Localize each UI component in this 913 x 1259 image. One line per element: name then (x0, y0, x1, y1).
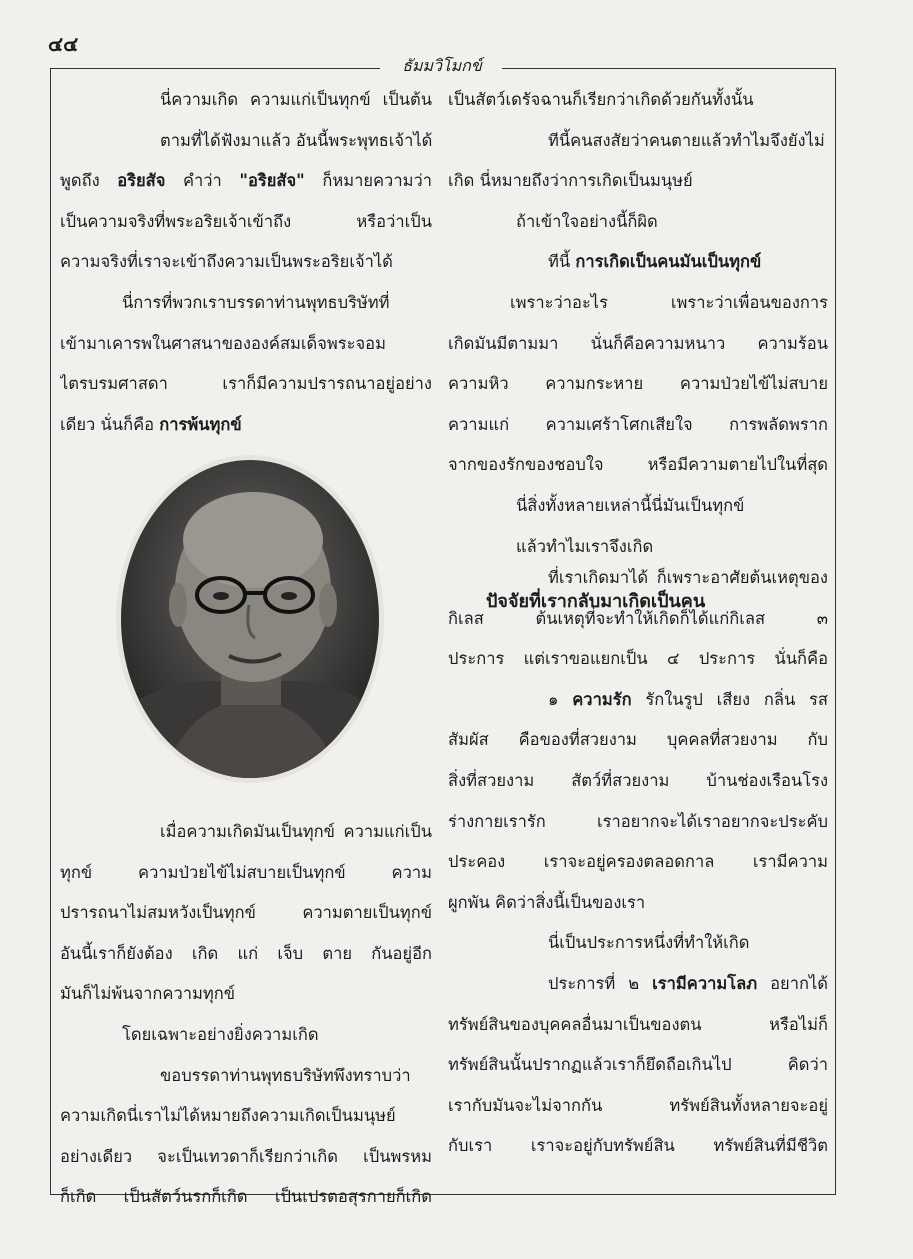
text-run: กับเรา เราจะอยู่กับทรัพย์สิน ทรัพย์สินที่มีชีวิต (448, 1136, 828, 1156)
text-line (448, 161, 828, 202)
text-line (448, 1126, 828, 1167)
text-run: ก็เกิด เป็นสัตว์นรกก็เกิด เป็นเปรตอสุรกายก็เกิด (60, 1187, 432, 1207)
text-run: ทรัพย์สินนั้นปรากฏแล้วเราก็ยึดถือเกินไป คิดว่า (448, 1055, 828, 1075)
text-run: นี่ความเกิด ความแก่เป็นทุกข์ เป็นต้น (160, 90, 432, 109)
text-run: ความหิว ความกระหาย ความป่วยไข้ไม่สบาย (448, 374, 828, 394)
bold-term: การพ้นทุกข์ (159, 414, 242, 434)
text-run: ประการที่ ๒ (548, 973, 653, 993)
text-line (60, 934, 432, 975)
text-run: เข้ามาเคารพในศาสนาขององค์สมเด็จพระจอม (60, 333, 386, 353)
text-line (60, 405, 432, 446)
text-line (448, 121, 828, 162)
text-line (60, 242, 432, 283)
text-line (448, 1045, 828, 1086)
text-line (60, 161, 432, 202)
text-line (60, 974, 432, 1015)
text-line (448, 923, 828, 964)
text-run: นี่สิ่งทั้งหลายเหล่านี้นี่มันเป็นทุกข์ (516, 495, 745, 515)
bold-term: ความรัก (572, 689, 632, 709)
text-run: ประการ แต่เราขอแยกเป็น ๔ ประการ นั่นก็คือ (448, 649, 828, 669)
text-run: ความแก่ ความเศร้าโศกเสียใจ การพลัดพราก (448, 414, 828, 434)
text-line (448, 80, 828, 121)
text-run: ผูกพัน คิดว่าสิ่งนี้เป็นของเรา (448, 892, 646, 912)
text-line (448, 445, 828, 486)
text-line (448, 964, 828, 1005)
text-line (448, 802, 828, 843)
text-run: ๑ (548, 689, 573, 709)
bold-term: เรามีความโลภ (652, 973, 758, 993)
text-line (448, 883, 828, 924)
text-line (60, 80, 432, 121)
text-run: อย่างเดียว จะเป็นเทวดาก็เรียกว่าเกิด เป็นพรหม (60, 1146, 432, 1166)
text-run: ทุกข์ ความป่วยไข้ไม่สบายเป็นทุกข์ ความ (60, 862, 432, 882)
text-line (448, 324, 828, 365)
text-run: เดียว นั่นก็คือ (60, 414, 160, 434)
left-column-bottom (60, 812, 432, 1218)
running-header: ธัมมวิโมกข์ (402, 56, 482, 75)
right-column-top (448, 80, 828, 567)
text-run: อันนี้เราก็ยังต้อง เกิด แก่ เจ็บ ตาย กันอยู่อีก (60, 943, 432, 963)
right-column-bottom (448, 558, 828, 1167)
text-run: มันก็ไม่พ้นจากความทุกข์ (60, 984, 235, 1004)
left-column-top (60, 80, 432, 445)
text-line (448, 842, 828, 883)
text-line (448, 242, 828, 283)
text-run: ร่างกายเรารัก เราอยากจะได้เราอยากจะประคับ (448, 811, 828, 831)
text-line (448, 1005, 828, 1046)
text-line (60, 283, 432, 324)
text-line (448, 202, 828, 243)
text-run: ก็หมายความว่า (304, 171, 432, 191)
text-line (448, 283, 828, 324)
text-line (60, 1015, 432, 1056)
text-line (60, 324, 432, 365)
text-run: สัมผัส คือของที่สวยงาม บุคคลที่สวยงาม กับ (448, 730, 828, 750)
text-run: เรากับมันจะไม่จากกัน ทรัพย์สินทั้งหลายจะอยู่ (448, 1095, 828, 1115)
text-run: เกิด นี่หมายถึงว่าการเกิดเป็นมนุษย์ (448, 171, 693, 191)
text-line (448, 639, 828, 680)
text-run: เมื่อความเกิดมันเป็นทุกข์ ความแก่เป็น (160, 822, 432, 841)
text-run: พูดถึง (60, 171, 118, 191)
text-line (448, 405, 828, 446)
text-run: ถ้าเข้าใจอย่างนี้ก็ผิด (516, 211, 658, 231)
text-line (448, 1086, 828, 1127)
text-run: ความเกิดนี่เราไม่ได้หมายถึงความเกิดเป็นมนุษย์ (60, 1106, 396, 1126)
text-run: ขอบรรดาท่านพุทธบริษัทพึงทราบว่า (160, 1065, 411, 1085)
text-run: นี่การที่พวกเราบรรดาท่านพุทธบริษัทที่ (122, 292, 390, 312)
text-run: นี่เป็นประการหนึ่งที่ทำให้เกิด (548, 933, 750, 953)
text-line (60, 1177, 432, 1218)
text-line (448, 558, 828, 599)
text-line (60, 1056, 432, 1097)
text-run: จากของรักของชอบใจ หรือมีความตายไปในที่สุด (448, 455, 828, 475)
text-run: เป็นความจริงที่พระอริยเจ้าเข้าถึง หรือว่าเป็น (60, 211, 432, 231)
bold-term: "อริยสัจ" (239, 171, 305, 191)
text-run: ทีนี้ (548, 252, 576, 272)
page-number: ๔๔ (48, 32, 79, 56)
monk-portrait-photo (121, 460, 379, 778)
text-run: แล้วทำไมเราจึงเกิด (516, 536, 654, 556)
text-line (60, 1096, 432, 1137)
text-line (60, 812, 432, 853)
text-run: กิเลส ต้นเหตุที่จะทำให้เกิดก็ได้แก่กิเลส ๓ (448, 608, 828, 628)
bold-term: การเกิดเป็นคนมันเป็นทุกข์ (575, 252, 762, 272)
bold-term: อริยสัจ (117, 171, 166, 191)
text-run: ที่เราเกิดมาได้ ก็เพราะอาศัยต้นเหตุของ (548, 568, 828, 587)
text-run: เป็นสัตว์เดรัจฉานก็เรียกว่าเกิดด้วยกันทั้งนั้น (448, 90, 754, 109)
text-line (448, 761, 828, 802)
text-line (448, 680, 828, 721)
text-run: ความจริงที่เราจะเข้าถึงความเป็นพระอริยเจ้าได้ (60, 252, 393, 272)
text-line (448, 364, 828, 405)
text-run: ทีนี้คนสงสัยว่าคนตายแล้วทำไมจึงยังไม่ (548, 130, 825, 150)
text-run: ปรารถนาไม่สมหวังเป็นทุกข์ ความตายเป็นทุกข์ (60, 903, 432, 923)
text-run: อยากได้ (757, 973, 828, 993)
text-line (60, 893, 432, 934)
text-run: เกิดมันมีตามมา นั่นก็คือความหนาว ความร้อน (448, 333, 828, 353)
section-heading: ปัจจัยที่เรากลับมาเกิดเป็นคน (486, 591, 706, 612)
text-run: ไตรบรมศาสดา เราก็มีความปรารถนาอยู่อย่าง (60, 374, 432, 394)
text-line (60, 853, 432, 894)
text-run: สิ่งที่สวยงาม สัตว์ที่สวยงาม บ้านช่องเรือนโรง (448, 770, 828, 790)
text-line (60, 202, 432, 243)
text-run: เพราะว่าอะไร เพราะว่าเพื่อนของการ (510, 292, 828, 312)
text-line (60, 1137, 432, 1178)
text-run: รักในรูป เสียง กลิ่น รส (631, 689, 828, 709)
text-line (60, 364, 432, 405)
text-line (448, 599, 828, 640)
text-run: ทรัพย์สินของบุคคลอื่นมาเป็นของตน หรือไม่ก็ (448, 1014, 828, 1034)
text-run: ประคอง เราจะอยู่ครองตลอดกาล เรามีความ (448, 852, 828, 872)
text-run: ตามที่ได้ฟังมาแล้ว อันนี้พระพุทธเจ้าได้ (160, 130, 432, 150)
text-run: คำว่า (165, 171, 240, 191)
text-line (448, 486, 828, 527)
text-line (60, 121, 432, 162)
text-run: โดยเฉพาะอย่างยิ่งความเกิด (122, 1024, 319, 1044)
text-line (448, 720, 828, 761)
